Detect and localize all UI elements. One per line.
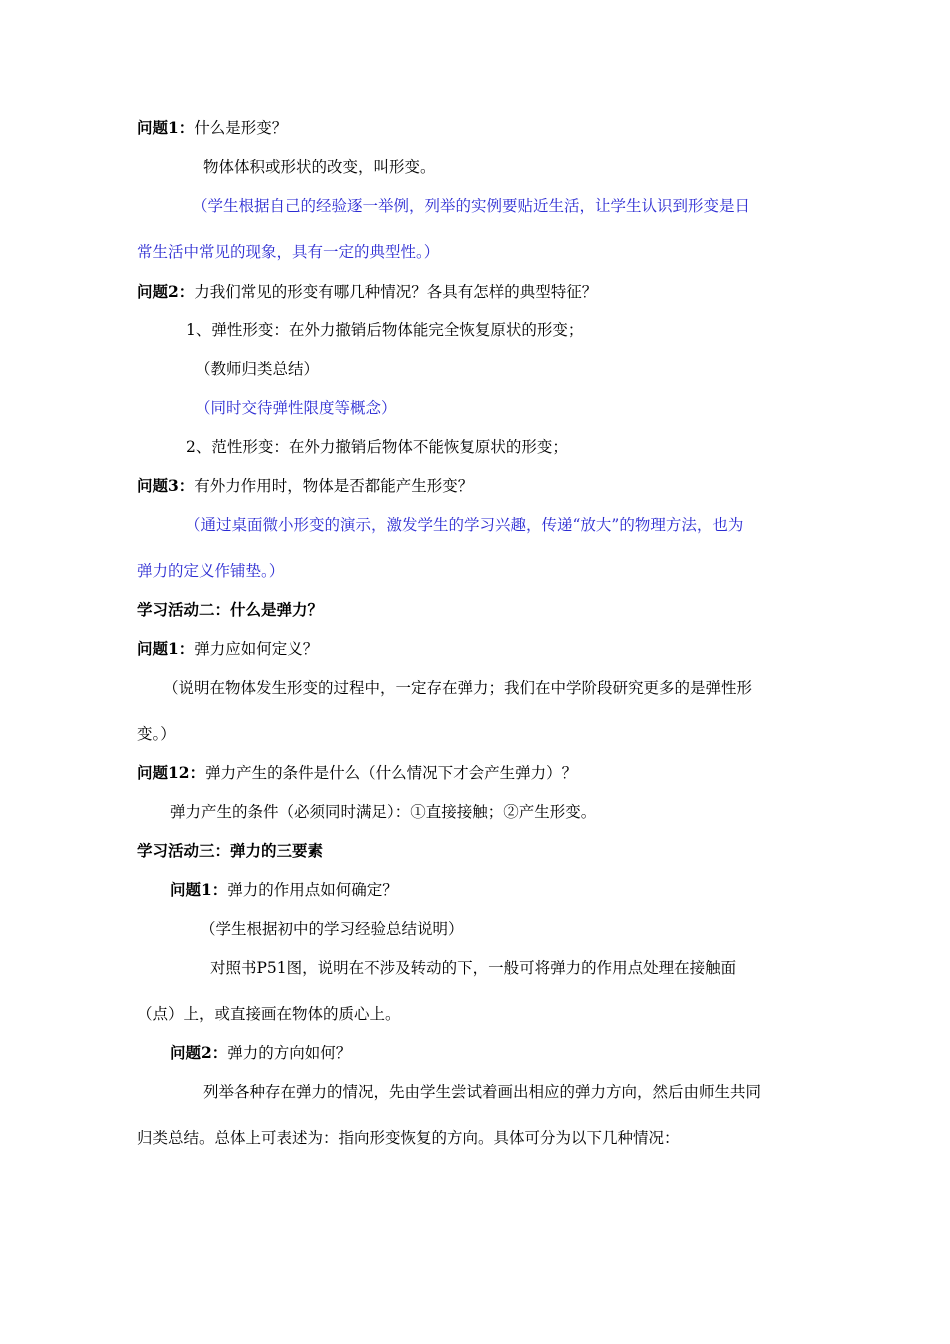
question-label: 问题2： [170, 1043, 228, 1062]
question-label: 问题1： [137, 639, 195, 658]
question-label: 问题1： [170, 880, 228, 899]
question-1 [137, 118, 287, 138]
list-item: 2、范性形变：在外力撤销后物体不能恢复原状的形变； [186, 438, 568, 456]
teaching-note: 弹力的定义作铺垫。） [137, 562, 285, 580]
question-1 [137, 639, 318, 659]
list-item: 1、弹性形变：在外力撤销后物体能完全恢复原状的形变； [186, 321, 584, 339]
section-heading: 学习活动二：什么是弹力？ [137, 600, 324, 619]
question-2 [137, 282, 597, 302]
question-label: 问题1： [137, 118, 195, 137]
question-label: 问题3： [137, 476, 195, 495]
teaching-note: 常生活中常见的现象，具有一定的典型性。） [137, 243, 440, 261]
question-text: 弹力的作用点如何确定？ [227, 881, 398, 899]
body-text: 列举各种存在弹力的情况，先由学生尝试着画出相应的弹力方向，然后由师生共同 [203, 1083, 762, 1101]
teaching-note: （学生根据自己的经验逐一举例，列举的实例要贴近生活，让学生认识到形变是日 [192, 197, 751, 215]
body-text: 对照书P51图，说明在不涉及转动的下，一般可将弹力的作用点处理在接触面 [210, 959, 737, 977]
note-text: （学生根据初中的学习经验总结说明） [200, 920, 464, 938]
teacher-note: （教师归类总结） [195, 360, 320, 378]
note-text: （说明在物体发生形变的过程中，一定存在弹力；我们在中学阶段研究更多的是弹性形 [163, 679, 753, 697]
question-3 [137, 476, 473, 496]
section-heading: 学习活动三：弹力的三要素 [137, 841, 324, 860]
question-text: 弹力产生的条件是什么（什么情况下才会产生弹力）？ [205, 764, 578, 782]
note-text: 变。） [137, 725, 176, 743]
question-label: 问题12： [137, 763, 206, 782]
question-2 [170, 1043, 351, 1063]
question-text: 什么是形变？ [194, 119, 288, 137]
body-text: （点）上，或直接画在物体的质心上。 [137, 1005, 401, 1023]
question-12 [137, 763, 577, 783]
answer-text: 弹力产生的条件（必须同时满足）：①直接接触；②产生形变。 [170, 803, 597, 821]
question-text: 弹力应如何定义？ [194, 640, 319, 658]
body-text: 归类总结。总体上可表述为：指向形变恢复的方向。具体可分为以下几种情况： [137, 1129, 680, 1147]
answer-text: 物体体积或形状的改变，叫形变。 [203, 158, 436, 176]
question-text: 弹力的方向如何？ [227, 1044, 352, 1062]
teaching-note: （通过桌面微小形变的演示，激发学生的学习兴趣，传递“放大”的物理方法，也为 [185, 516, 744, 534]
question-label: 问题2： [137, 282, 195, 301]
question-1 [170, 880, 398, 900]
question-text: 有外力作用时，物体是否都能产生形变？ [194, 477, 474, 495]
teaching-note: （同时交待弹性限度等概念） [195, 399, 397, 417]
question-text: 力我们常见的形变有哪几种情况？各具有怎样的典型特征？ [194, 283, 598, 301]
